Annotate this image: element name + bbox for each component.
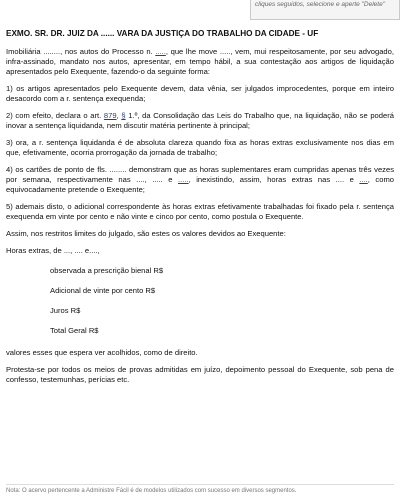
paragraph-item-2: 2) com efeito, declara o art. 879, § 1.º, da Consolidação das Leis do Trabalho que, na liquidação, não se poderá inovar a sentença liquidanda, nem discutir matéria pertinente à principal; [6,111,394,130]
footer-note [6,484,394,495]
value-line-interest: Juros R$ [50,306,81,315]
paragraph-symbol-field[interactable]: § [121,111,126,120]
paragraph-closing: valores esses que espera ver acolhidos, como de direito. [6,348,198,357]
process-number-field[interactable]: ..... [155,47,166,56]
paragraph-item-1: 1) os artigos apresentados pelo Exequente devem, data vênia, ser julgados improcedentes, porque em inteiro desacordo com a r. sentença exequenda; [6,84,394,103]
value-line-additional: Adicional de vinte por cento R$ [50,286,156,295]
paragraph-evidence: Protesta-se por todos os meios de provas admitidas em juízo, depoimento pessoal do Exequente, sob pena de confesso, testemunhas, perícias etc. [6,365,394,384]
note-label: Nota: [6,488,21,494]
paragraph-item-3: 3) ora, a r. sentença liquidanda é de absoluta clareza quando fixa as horas extras exclusivamente nos dias em que, efetivamente, ocorria prorrogação da jornada de trabalho; [6,138,394,157]
paragraph-values-intro: Assim, nos restritos limites do julgado, são estes os valores devidos ao Exequente: [6,229,286,238]
paragraph-intro: Imobiliária ........, nos autos do Processo n. ....., que lhe move ....., vem, mui respeitosamente, por seu advogado, infra-assinado, mandato nos autos, apresentar, em tempo hábil, a sua contestação aos artigos de liquidação apresentados pelo Exequente, fazendo-o da seguinte forma: [6,47,394,76]
instruction-tooltip: cliques seguidos, selecione e aperte "Delete" [250,0,400,20]
weekday-field-1[interactable]: ..... [178,175,189,184]
note-text: O acervo pertencente a Administre Fácil é de modelos utilizados com sucesso em diversos segmentos. [22,488,297,494]
paragraph-overtime: Horas extras, de ..., .... e...., [6,246,100,255]
article-field[interactable]: 879 [103,111,117,120]
paragraph-item-4: 4) os cartões de ponto de fls. ........ demonstram que as horas suplementares eram cumpridas apenas três vezes por semana, respectivamente nas ...., ..... e ....., inexistindo, assim, horas extras nas .... e ...., como equivocadamente pretende o Exequente; [6,165,394,194]
document-body [6,28,394,392]
value-line-prescription: observada a prescrição bienal R$ [50,266,164,275]
document-title: EXMO. SR. DR. JUIZ DA ...... VARA DA JUSTIÇA DO TRABALHO DA CIDADE - UF [6,29,319,38]
weekday-field-2[interactable]: .... [359,175,368,184]
paragraph-item-5: 5) ademais disto, o adicional correspondente às horas extras efetivamente trabalhadas foi fixado pela r. sentença exequenda em vinte por cento e não vinte e cinco por cento, como postula o Exequente. [6,202,394,221]
value-line-total: Total Geral R$ [50,326,99,335]
